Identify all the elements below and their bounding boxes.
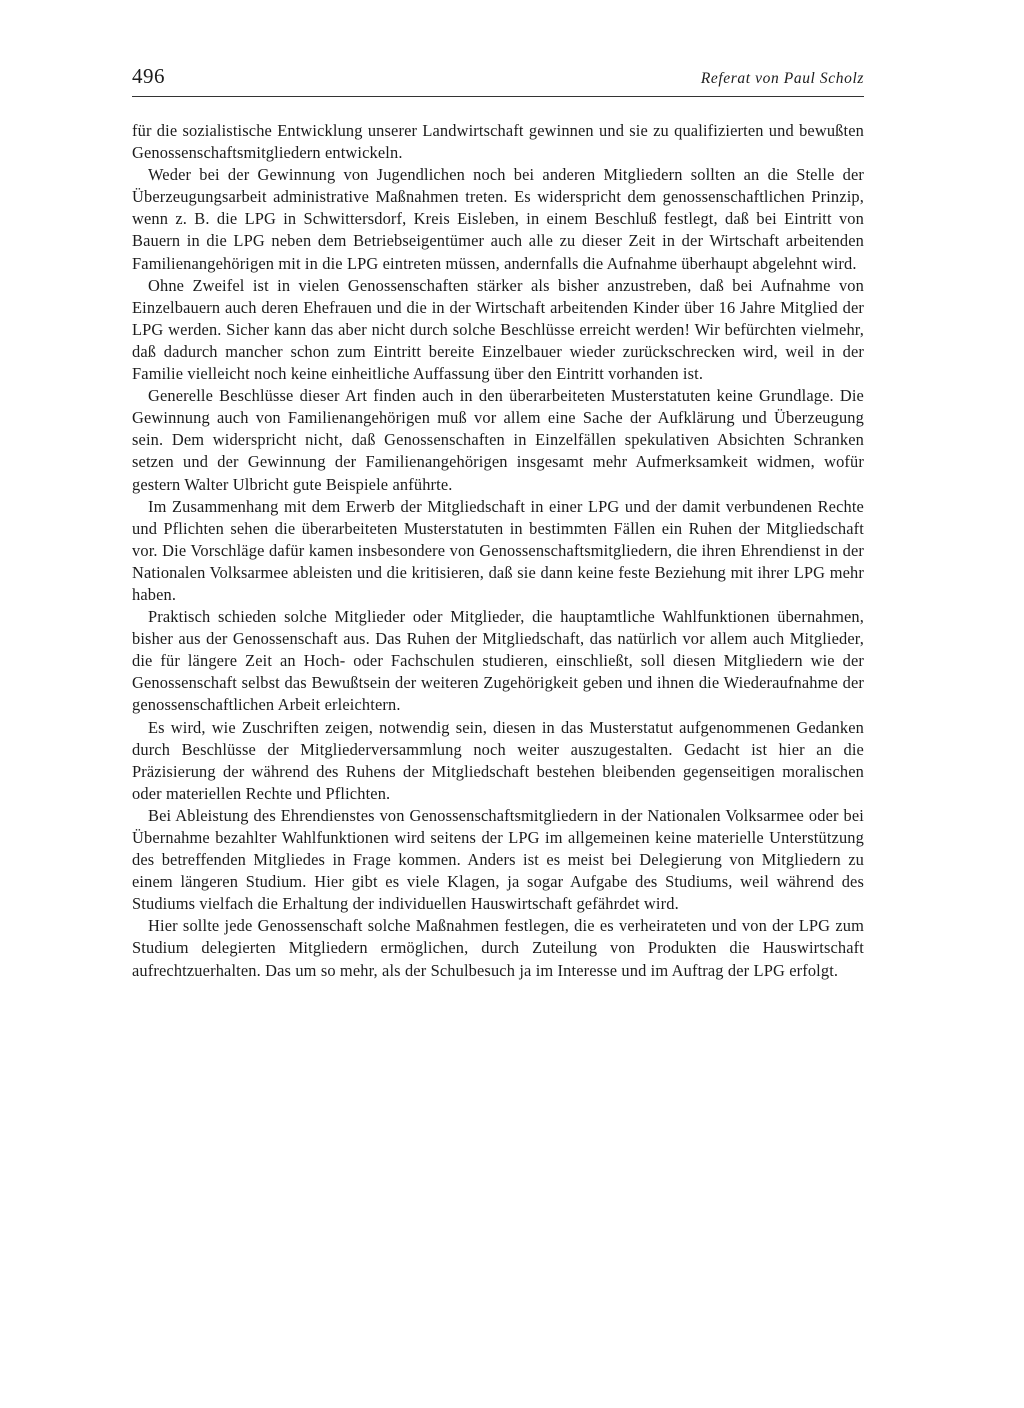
- page-header: [132, 62, 864, 97]
- paragraph: Weder bei der Gewinnung von Jugendlichen noch bei anderen Mitgliedern sollten an die Stelle der Überzeugungsarbeit administrative Maßnahmen treten. Es widerspricht dem genossenschaftlichen Prinzip, wenn z. B. die LPG in Schwittersdorf, Kreis Eisleben, in einem Beschluß festlegt, daß bei Eintritt von Bauern in die LPG neben dem Betriebseigentümer auch alle zu dieser Zeit in der Wirtschaft arbeitenden Familienangehörigen mit in die LPG eintreten müssen, andernfalls die Aufnahme überhaupt abgelehnt wird.: [132, 165, 864, 273]
- paragraph: Hier sollte jede Genossenschaft solche Maßnahmen festlegen, die es verheirateten und von der LPG zum Studium delegierten Mitgliedern ermöglichen, durch Zuteilung von Produkten die Hauswirtschaft aufrechtzuerhalten. Das um so mehr, als der Schulbesuch ja im Interesse und im Auftrag der LPG erfolgt.: [132, 916, 864, 980]
- paragraph: Bei Ableistung des Ehrendienstes von Genossenschaftsmitgliedern in der Nationalen Volksarmee oder bei Übernahme bezahlter Wahlfunktionen wird seitens der LPG im allgemeinen keine materielle Unterstützung des betreffenden Mitgliedes in Frage kommen. Anders ist es meist bei Delegierung von Mitgliedern zu einem längeren Studium. Hier gibt es viele Klagen, ja sogar Aufgabe des Studiums, weil während des Studiums vielfach die Erhaltung der individuellen Hauswirtschaft gefährdet wird.: [132, 805, 864, 914]
- running-head: Referat von Paul Scholz: [700, 70, 864, 87]
- page-number: 496: [132, 64, 165, 88]
- paragraph: Ohne Zweifel ist in vielen Genossenschaften stärker als bisher anzustreben, daß bei Aufnahme von Einzelbauern auch deren Ehefrauen und die in der Wirtschaft arbeitenden Kinder über 16 Jahre Mitglied der LPG werden. Sicher kann das aber nicht durch solche Beschlüsse erreicht werden! Wir befürchten vielmehr, daß dadurch mancher schon zum Eintritt bereite Einzelbauer wieder zurückschrecken wird, weil in der Familie vielleicht noch keine einheitliche Auffassung über den Eintritt vorhanden ist.: [132, 275, 864, 384]
- paragraph: Generelle Beschlüsse dieser Art finden auch in den überarbeiteten Musterstatuten keine Grundlage. Die Gewinnung auch von Familienangehörigen muß vor allem eine Sache der Aufklärung und Überzeugung sein. Dem widerspricht nicht, daß Genossenschaften in Einzelfällen spekulativen Absichten Schranken setzen und der Gewinnung der Familienangehörigen insgesamt mehr Aufmerksamkeit widmen, wofür gestern Walter Ulbricht gute Beispiele anführte.: [132, 386, 864, 494]
- paragraph: Es wird, wie Zuschriften zeigen, notwendig sein, diesen in das Musterstatut aufgenommenen Gedanken durch Beschlüsse der Mitgliederversammlung noch weiter auszugestalten. Gedacht ist hier an die Präzisierung der während des Ruhens der Mitgliedschaft bestehen bleibenden gegenseitigen moralischen oder materiellen Rechte und Pflichten.: [132, 717, 864, 803]
- body-text: [132, 120, 864, 982]
- paragraph: Im Zusammenhang mit dem Erwerb der Mitgliedschaft in einer LPG und der damit verbundenen Rechte und Pflichten sehen die überarbeiteten Musterstatuten in bestimmten Fällen ein Ruhen der Mitgliedschaft vor. Die Vorschläge dafür kamen insbesondere von Genossenschaftsmitgliedern, die ihren Ehrendienst in der Nationalen Volksarmee ableisten und die kritisieren, daß sie dann keine feste Beziehung mit ihrer LPG mehr haben.: [132, 496, 864, 604]
- paragraph: für die sozialistische Entwicklung unserer Landwirtschaft gewinnen und sie zu qualifizierten und bewußten Genossenschaftsmitgliedern entwickeln.: [132, 121, 864, 163]
- paragraph: Praktisch schieden solche Mitglieder oder Mitglieder, die hauptamtliche Wahlfunktionen übernahmen, bisher aus der Genossenschaft aus. Das Ruhen der Mitgliedschaft, das natürlich vor allem auch Mitglieder, die für längere Zeit an Hoch- oder Fachschulen studieren, einschließt, soll diesen Mitgliedern wie der Genossenschaft selbst das Bewußtsein der weiteren Zugehörigkeit geben und ihnen die Wiederaufnahme der genossenschaftlichen Arbeit erleichtern.: [132, 607, 864, 715]
